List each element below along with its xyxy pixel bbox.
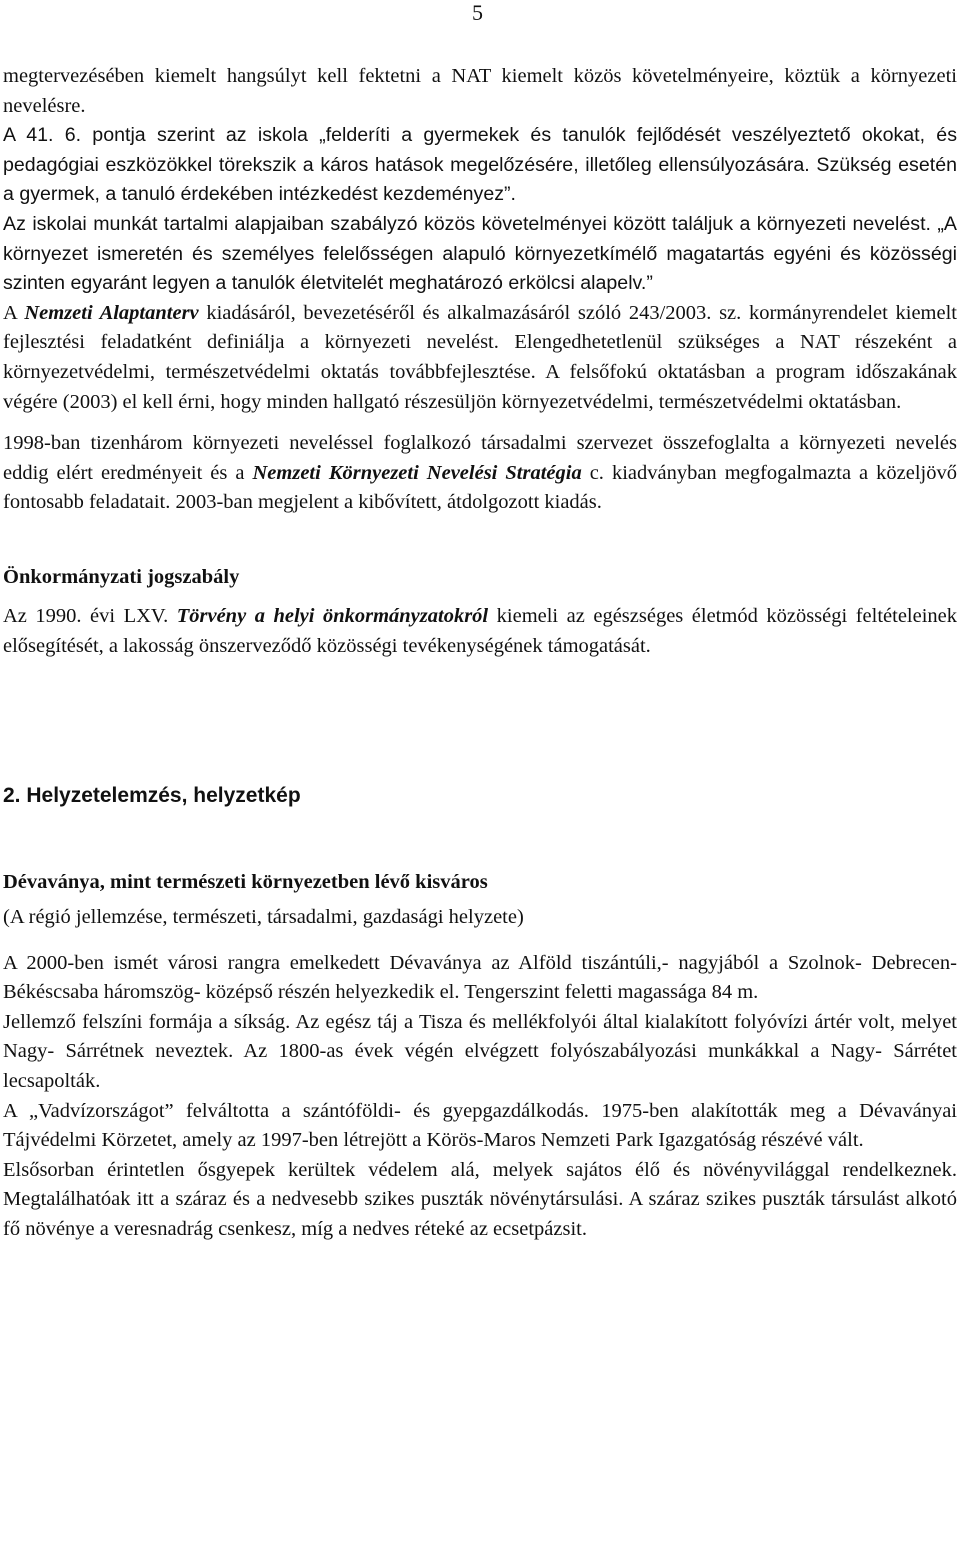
- subtitle-regio: (A régió jellemzése, természeti, társadalmi, gazdasági helyzete): [3, 906, 524, 929]
- strategia-title: Nemzeti Környezeti Nevelési Stratégia: [252, 461, 582, 484]
- paragraph-iskolai-munka: Az iskolai munkát tartalmi alapjaiban szabályzó közös követelményei között találjuk a környezeti nevelést. „A környezet ismeretén és személyes felelősségen alapuló környezetkímélő magatartás egyéni és közösségi szinten egyaránt legyen a tanulók életvitelét meghatározó erkölcsi alapelv.”: [3, 212, 957, 295]
- paragraph-nat: megtervezésében kiemelt hangsúlyt kell fektetni a NAT kiemelt közös követelményeire, köztük a környezeti nevelésre.: [3, 65, 957, 117]
- torveny-title: Törvény a helyi önkormányzatokról: [176, 604, 489, 627]
- section-heading: 2. Helyzetelemzés, helyzetkép: [3, 784, 301, 808]
- paragraph-nemzeti-alaptanterv: A Nemzeti Alaptanterv kiadásáról, bevezetéséről és alkalmazásáról szóló 243/2003. sz. kormányrendelet kiemelt fejlesztési feladatként definiálja a környezeti nevelést. Elengedhetetlenül szükséges a NAT részeként a környezetvédelmi, természetvédelmi oktatás továbbfejlesztése. A felsőfokú oktatásban a program időszakának végére (2003) el kell érni, hogy minden hallgató részesüljön környezetvédelmi, természetvédelmi oktatásban.: [3, 301, 957, 413]
- paragraph-osgyepek: Elsősorban érintetlen ősgyepek kerültek védelem alá, melyek sajátos élő és növényvilággal rendelkeznek. Megtalálhatóak itt a száraz és a nedvesebb szikes puszták növénytársulási. A száraz szikes puszták társulást alkotó fő növénye a veresnadrág csenkesz, míg a nedves réteké az ecsetpázsit.: [3, 1158, 957, 1241]
- paragraph-2000: A 2000-ben ismét városi rangra emelkedett Dévaványa az Alföld tiszántúli,- nagyjából a Szolnok- Debrecen- Békéscsaba háromszög- középső részén helyezkedik el. Tengerszint feletti magassága 84 m.: [3, 951, 957, 1004]
- heading-onkormanyzati-jogszabaly: Önkormányzati jogszabály: [3, 565, 240, 588]
- heading-devavanya: Dévaványa, mint természeti környezetben lévő kisváros: [3, 871, 488, 894]
- nemzeti-alaptanterv-title: Nemzeti Alaptanterv: [24, 301, 199, 324]
- document-body: [3, 62, 957, 1245]
- paragraph-1990-torveny: Az 1990. évi LXV. Törvény a helyi önkormányzatokról kiemeli az egészséges életmód közösségi feltételeinek elősegítését, a lakosság önszerveződő közösségi tevékenységének támogatását.: [3, 604, 958, 657]
- paragraph-41-paragraph: A 41. 6. pontja szerint az iskola „felderíti a gyermekek és tanulók fejlődését veszélyeztető okokat, és pedagógiai eszközökkel törekszik a káros hatások megelőzésére, illetőleg ellensúlyozására. Szükség esetén a gyermek, a tanuló érdekében intézkedést kezdeményez”.: [3, 124, 957, 206]
- paragraph-vadvizorszag: A „Vadvízországot” felváltotta a szántóföldi- és gyepgazdálkodás. 1975-ben alakították meg a Dévaványai Tájvédelmi Körzetet, amely az 1997-ben létrejött a Körös-Maros Nemzeti Park Igazgatóság részévé vált.: [3, 1099, 957, 1152]
- paragraph-1998: 1998-ban tizenhárom környezeti neveléssel foglalkozó társadalmi szervezet összefoglalta a környezeti nevelés eddig elért eredményeit és a Nemzeti Környezeti Nevelési Stratégia c. kiadványban megfogalmazta a közeljövő fontosabb feladatait. 2003-ban megjelent a kibővített, átdolgozott kiadás.: [3, 432, 958, 514]
- paragraph-felszini-forma: Jellemző felszíni formája a síkság. Az egész táj a Tisza és mellékfolyói által kialakított folyóvízi ártér volt, melyet Nagy- Sárrétnek neveztek. Az 1800-as évek végén elvégzett folyószabályozási munkákkal a Nagy- Sárrétet lecsapolták.: [3, 1010, 957, 1093]
- page-number: 5: [472, 0, 483, 25]
